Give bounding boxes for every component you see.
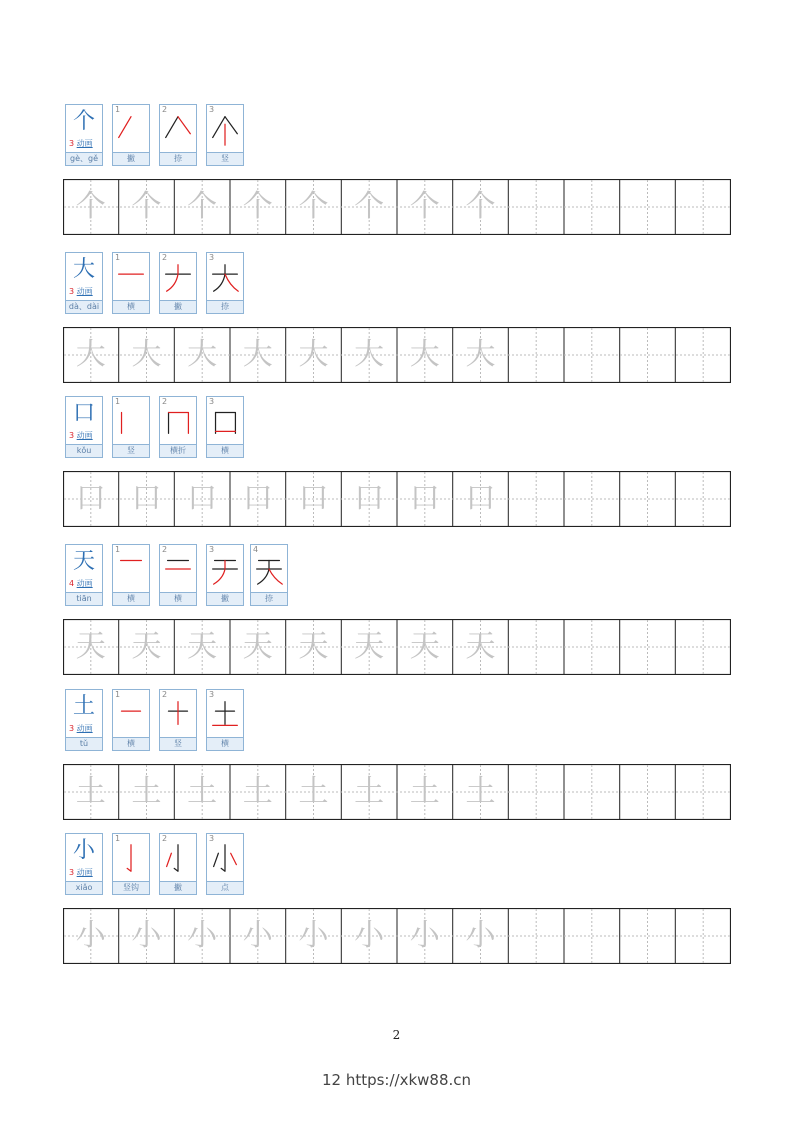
- tracing-character: 土: [298, 774, 329, 809]
- stroke-step-card: [112, 689, 150, 751]
- stroke-step-number: 3: [209, 690, 215, 699]
- stroke-step-number: 1: [115, 834, 121, 843]
- stroke-step-glyph: [207, 840, 243, 876]
- stroke-step-number: 1: [115, 253, 121, 262]
- stroke-step-card: [206, 689, 244, 751]
- stroke-step-glyph: [251, 551, 287, 587]
- empty-practice-cell[interactable]: [675, 179, 731, 235]
- tracing-character: 小: [187, 918, 218, 953]
- pinyin: kǒu: [66, 444, 102, 457]
- character-glyph: 土: [72, 694, 95, 719]
- stroke-name: 撇: [160, 300, 196, 313]
- stroke-step-glyph: [160, 403, 196, 439]
- tracing-character: 大: [465, 337, 496, 372]
- tracing-character: 土: [354, 774, 385, 809]
- stroke-name: 点: [207, 881, 243, 894]
- character-card[interactable]: [65, 104, 103, 166]
- character-glyph: 小: [72, 838, 95, 863]
- stroke-name: 横: [113, 300, 149, 313]
- stroke-step-number: 1: [115, 545, 121, 554]
- tracing-character: 土: [465, 774, 496, 809]
- footer-url: 12 https://xkw88.cn: [321, 1071, 472, 1089]
- tracing-character: 天: [75, 629, 106, 664]
- stroke-order-cards: [0, 396, 793, 460]
- stroke-count[interactable]: [69, 287, 93, 297]
- stroke-step-number: 1: [115, 690, 121, 699]
- stroke-step-card: [206, 396, 244, 458]
- stroke-step-card: [159, 252, 197, 314]
- tracing-character: 大: [242, 337, 273, 372]
- stroke-step-number: 2: [162, 690, 168, 699]
- character-card[interactable]: [65, 833, 103, 895]
- tracing-character: 天: [187, 629, 218, 664]
- stroke-step-number: 2: [162, 105, 168, 114]
- tracing-character: 小: [409, 918, 440, 953]
- tracing-character: 天: [242, 629, 273, 664]
- tracing-character: 天: [409, 629, 440, 664]
- empty-practice-cell[interactable]: [564, 908, 620, 964]
- stroke-step-glyph: [113, 551, 149, 587]
- animation-link[interactable]: 动画: [76, 287, 93, 296]
- animation-link[interactable]: 动画: [76, 724, 93, 733]
- stroke-step-glyph: [207, 551, 243, 587]
- stroke-step-number: 3: [209, 545, 215, 554]
- practice-grid: [63, 619, 731, 675]
- stroke-step-number: 3: [209, 253, 215, 262]
- animation-link[interactable]: 动画: [76, 139, 93, 148]
- tracing-character: 口: [75, 481, 106, 516]
- tracing-character: 个: [354, 189, 385, 224]
- empty-practice-cell[interactable]: [675, 764, 731, 820]
- stroke-name: 撇: [113, 152, 149, 165]
- empty-practice-cell[interactable]: [508, 619, 564, 675]
- tracing-character: 个: [242, 189, 273, 224]
- stroke-step-number: 2: [162, 545, 168, 554]
- tracing-character: 口: [242, 481, 273, 516]
- empty-practice-cell[interactable]: [564, 764, 620, 820]
- stroke-step-glyph: [207, 259, 243, 295]
- pinyin: xiǎo: [66, 881, 102, 894]
- tracing-character: 口: [298, 481, 329, 516]
- stroke-order-cards: [0, 689, 793, 753]
- practice-grid: [63, 179, 731, 235]
- pinyin: tǔ: [66, 737, 102, 750]
- stroke-count[interactable]: [69, 139, 93, 149]
- stroke-name: 横: [160, 592, 196, 605]
- tracing-character: 小: [354, 918, 385, 953]
- character-glyph: 大: [72, 257, 95, 282]
- animation-link[interactable]: 动画: [76, 868, 93, 877]
- tracing-character: 口: [465, 481, 496, 516]
- stroke-name: 捺: [207, 300, 243, 313]
- tracing-character: 个: [131, 189, 162, 224]
- stroke-step-glyph: [160, 259, 196, 295]
- stroke-name: 撇: [207, 592, 243, 605]
- stroke-step-number: 3: [209, 397, 215, 406]
- stroke-count[interactable]: [69, 431, 93, 441]
- empty-practice-cell[interactable]: [508, 471, 564, 527]
- empty-practice-cell[interactable]: [620, 179, 676, 235]
- stroke-step-number: 3: [209, 834, 215, 843]
- stroke-order-cards: [0, 252, 793, 316]
- character-glyph: 个: [72, 109, 95, 134]
- stroke-name: 横: [207, 737, 243, 750]
- stroke-step-glyph: [113, 259, 149, 295]
- stroke-step-glyph: [160, 840, 196, 876]
- pinyin: tiān: [66, 592, 102, 605]
- empty-practice-cell[interactable]: [564, 471, 620, 527]
- stroke-step-glyph: [160, 696, 196, 732]
- stroke-order-cards: [0, 833, 793, 897]
- stroke-order-cards: [0, 104, 793, 168]
- stroke-count-number: 4: [69, 579, 75, 588]
- practice-grid: [63, 764, 731, 820]
- character-card[interactable]: [65, 396, 103, 458]
- tracing-character: 土: [409, 774, 440, 809]
- stroke-step-glyph: [113, 403, 149, 439]
- practice-grid: [63, 908, 731, 964]
- character-glyph: 口: [72, 401, 95, 426]
- tracing-character: 大: [409, 337, 440, 372]
- stroke-step-card: [159, 396, 197, 458]
- stroke-step-number: 1: [115, 397, 121, 406]
- stroke-step-number: 2: [162, 834, 168, 843]
- stroke-step-number: 2: [162, 397, 168, 406]
- tracing-character: 土: [187, 774, 218, 809]
- stroke-step-card: [206, 252, 244, 314]
- tracing-character: 小: [131, 918, 162, 953]
- stroke-step-card: [112, 396, 150, 458]
- stroke-step-glyph: [207, 403, 243, 439]
- stroke-name: 捺: [160, 152, 196, 165]
- stroke-step-glyph: [113, 696, 149, 732]
- tracing-character: 个: [187, 189, 218, 224]
- practice-grid: [63, 327, 731, 383]
- stroke-step-number: 2: [162, 253, 168, 262]
- stroke-count[interactable]: [69, 724, 93, 734]
- character-card[interactable]: [65, 252, 103, 314]
- empty-practice-cell[interactable]: [564, 619, 620, 675]
- tracing-character: 大: [187, 337, 218, 372]
- character-card[interactable]: [65, 544, 103, 606]
- stroke-step-card: [159, 689, 197, 751]
- empty-practice-cell[interactable]: [564, 327, 620, 383]
- empty-practice-cell[interactable]: [508, 327, 564, 383]
- empty-practice-cell[interactable]: [620, 327, 676, 383]
- tracing-character: 大: [354, 337, 385, 372]
- pinyin: dà、dài: [66, 300, 102, 313]
- animation-link[interactable]: 动画: [76, 579, 93, 588]
- tracing-character: 天: [465, 629, 496, 664]
- stroke-name: 竖: [113, 444, 149, 457]
- tracing-character: 口: [354, 481, 385, 516]
- character-card[interactable]: [65, 689, 103, 751]
- stroke-name: 横: [113, 592, 149, 605]
- stroke-count[interactable]: [69, 579, 93, 589]
- stroke-name: 横: [113, 737, 149, 750]
- practice-grid: [63, 471, 731, 527]
- tracing-character: 天: [131, 629, 162, 664]
- stroke-step-card: [112, 252, 150, 314]
- tracing-character: 口: [187, 481, 218, 516]
- tracing-character: 土: [75, 774, 106, 809]
- empty-practice-cell[interactable]: [620, 908, 676, 964]
- empty-practice-cell[interactable]: [620, 764, 676, 820]
- tracing-character: 大: [298, 337, 329, 372]
- stroke-step-glyph: [160, 551, 196, 587]
- stroke-step-card: [206, 544, 244, 606]
- animation-link[interactable]: 动画: [76, 431, 93, 440]
- page-number: 2: [392, 1028, 401, 1042]
- stroke-count-number: 3: [69, 724, 75, 733]
- tracing-character: 个: [465, 189, 496, 224]
- empty-practice-cell[interactable]: [564, 179, 620, 235]
- tracing-character: 个: [75, 189, 106, 224]
- stroke-step-glyph: [207, 111, 243, 147]
- tracing-character: 个: [409, 189, 440, 224]
- tracing-character: 小: [465, 918, 496, 953]
- stroke-step-glyph: [207, 696, 243, 732]
- stroke-step-glyph: [113, 840, 149, 876]
- tracing-character: 小: [242, 918, 273, 953]
- stroke-count[interactable]: [69, 868, 93, 878]
- empty-practice-cell[interactable]: [508, 179, 564, 235]
- stroke-step-card: [206, 833, 244, 895]
- stroke-step-glyph: [160, 111, 196, 147]
- stroke-name: 横折: [160, 444, 196, 457]
- empty-practice-cell[interactable]: [675, 471, 731, 527]
- stroke-name: 撇: [160, 881, 196, 894]
- stroke-step-card: [159, 833, 197, 895]
- tracing-character: 口: [409, 481, 440, 516]
- tracing-character: 小: [298, 918, 329, 953]
- stroke-step-card: [112, 104, 150, 166]
- stroke-step-number: 3: [209, 105, 215, 114]
- tracing-character: 土: [242, 774, 273, 809]
- stroke-order-cards: [0, 544, 793, 608]
- stroke-name: 横: [207, 444, 243, 457]
- tracing-character: 天: [298, 629, 329, 664]
- stroke-name: 竖: [160, 737, 196, 750]
- character-glyph: 天: [72, 549, 95, 574]
- stroke-step-number: 4: [253, 545, 259, 554]
- empty-practice-cell[interactable]: [620, 619, 676, 675]
- tracing-character: 口: [131, 481, 162, 516]
- stroke-step-card: [250, 544, 288, 606]
- tracing-character: 土: [131, 774, 162, 809]
- stroke-step-card: [112, 833, 150, 895]
- stroke-name: 竖钩: [113, 881, 149, 894]
- stroke-step-card: [159, 104, 197, 166]
- tracing-character: 小: [75, 918, 106, 953]
- pinyin: gè、gě: [66, 152, 102, 165]
- stroke-count-number: 3: [69, 868, 75, 877]
- empty-practice-cell[interactable]: [620, 471, 676, 527]
- stroke-step-number: 1: [115, 105, 121, 114]
- stroke-step-glyph: [113, 111, 149, 147]
- stroke-count-number: 3: [69, 431, 75, 440]
- tracing-character: 个: [298, 189, 329, 224]
- stroke-step-card: [206, 104, 244, 166]
- stroke-name: 竖: [207, 152, 243, 165]
- empty-practice-cell[interactable]: [508, 908, 564, 964]
- tracing-character: 天: [354, 629, 385, 664]
- stroke-count-number: 3: [69, 287, 75, 296]
- tracing-character: 大: [75, 337, 106, 372]
- empty-practice-cell[interactable]: [675, 327, 731, 383]
- stroke-step-card: [112, 544, 150, 606]
- stroke-count-number: 3: [69, 139, 75, 148]
- stroke-name: 捺: [251, 592, 287, 605]
- tracing-character: 大: [131, 337, 162, 372]
- empty-practice-cell[interactable]: [675, 619, 731, 675]
- stroke-step-card: [159, 544, 197, 606]
- empty-practice-cell[interactable]: [675, 908, 731, 964]
- empty-practice-cell[interactable]: [508, 764, 564, 820]
